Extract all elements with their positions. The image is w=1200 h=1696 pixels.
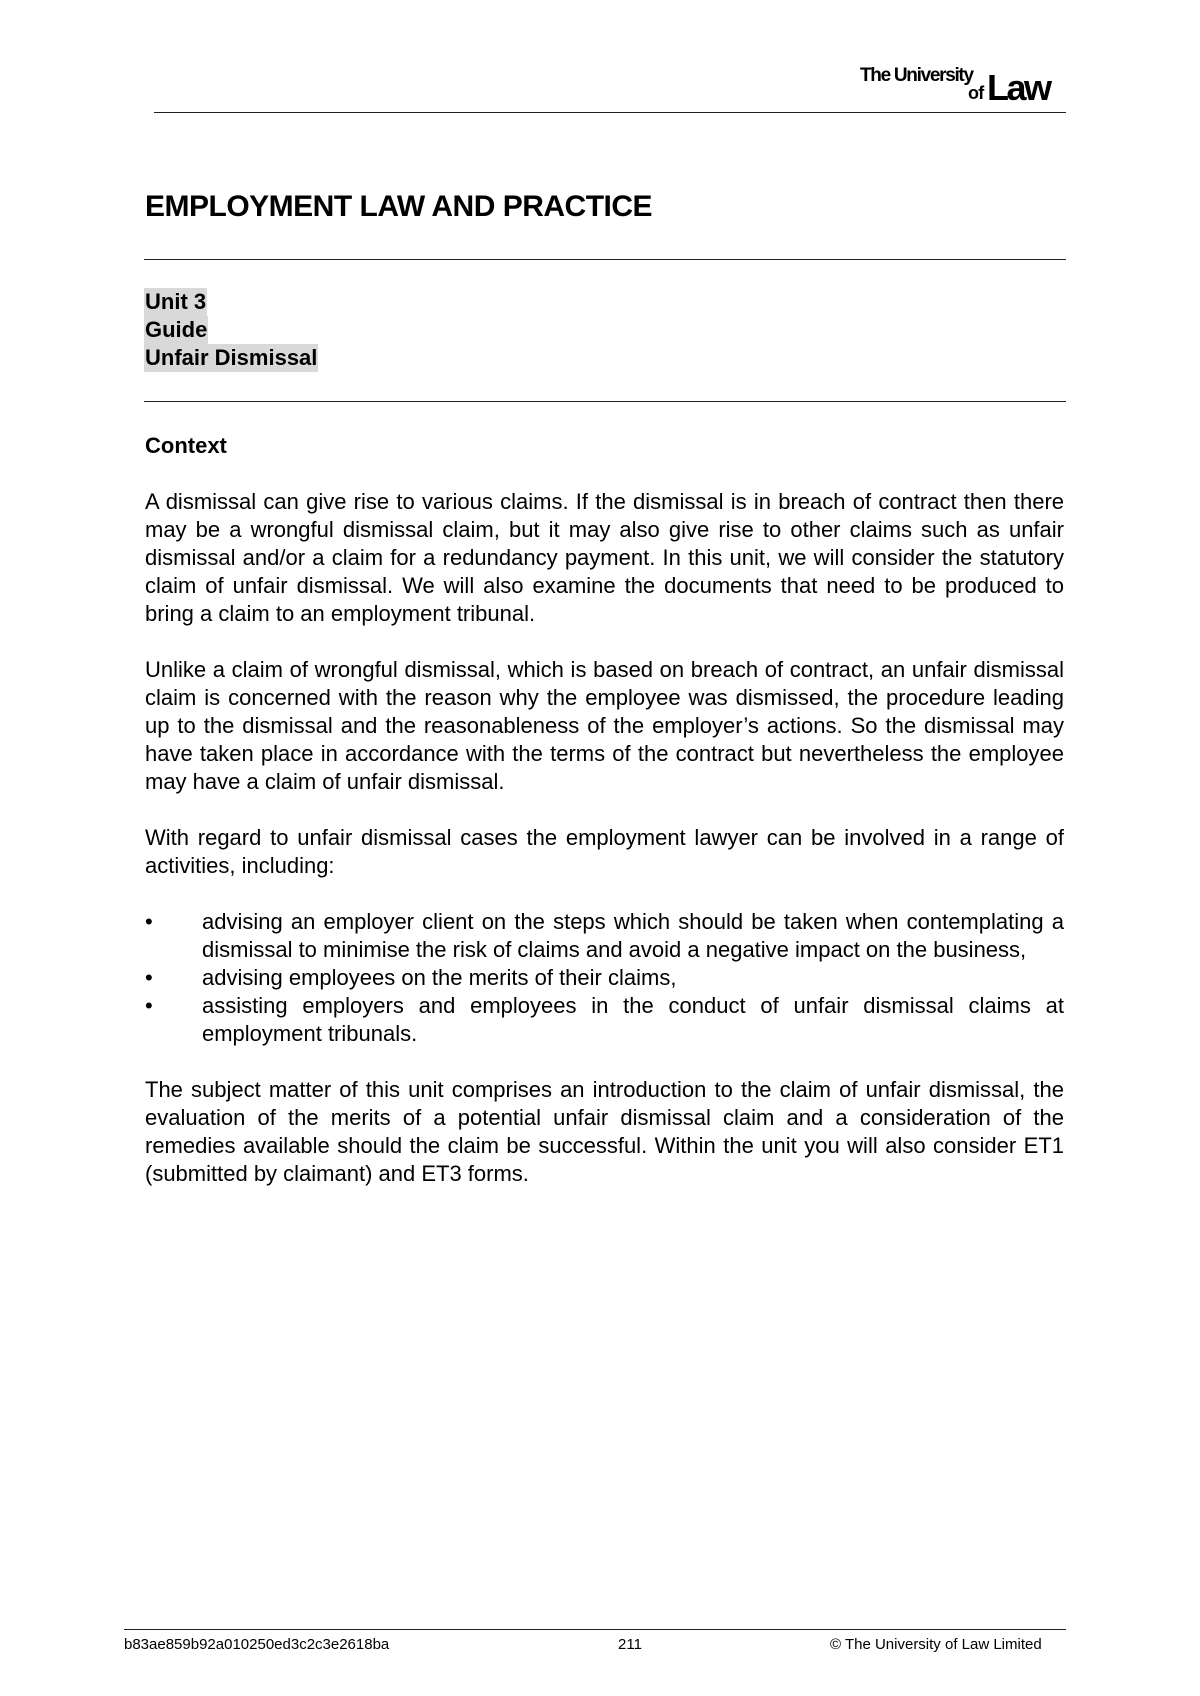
unit-divider: [144, 401, 1066, 402]
unit-number: Unit 3: [145, 289, 207, 314]
unit-info: [144, 288, 318, 372]
footer-page-number: 211: [618, 1636, 642, 1653]
university-logo: [860, 66, 1068, 106]
bullet-icon: •: [145, 993, 153, 1018]
logo-of: of: [968, 83, 984, 103]
page-title: EMPLOYMENT LAW AND PRACTICE: [145, 190, 653, 223]
context-paragraph-2: Unlike a claim of wrongful dismissal, which is based on breach of contract, an unfair dismissal claim is concerned with the reason why the employee was dismissed, the procedure leading up to the dismissal and the reasonableness of the employer’s actions. So the dismissal may have taken place in accordance with the terms of the contract but nevertheless the employee may have a claim of unfair dismissal.: [145, 657, 1064, 794]
unit-name: Unfair Dismissal: [145, 345, 318, 370]
footer-divider: [124, 1629, 1066, 1630]
title-divider: [144, 259, 1066, 260]
list-item-text: assisting employers and employees in the conduct of unfair dismissal claims at employment tribunals.: [202, 993, 1064, 1046]
unit-type: Guide: [145, 317, 208, 342]
footer-copyright: © The University of Law Limited: [830, 1636, 1042, 1653]
logo-law: Law: [987, 67, 1050, 108]
bullet-icon: •: [145, 965, 153, 990]
list-item: [145, 908, 1064, 964]
bullet-icon: •: [145, 909, 153, 934]
list-item: [145, 964, 1064, 992]
activities-list: [145, 908, 1064, 1048]
context-paragraph-4: The subject matter of this unit comprises an introduction to the claim of unfair dismissal, the evaluation of the merits of a potential unfair dismissal claim and a consideration of the remedies available should the claim be successful. Within the unit you will also consider ET1 (submitted by claimant) and ET3 forms.: [145, 1077, 1064, 1186]
context-paragraph-3: With regard to unfair dismissal cases the employment lawyer can be involved in a range of activities, including:: [145, 825, 1064, 878]
context-heading: Context: [145, 433, 227, 458]
context-paragraph-1: A dismissal can give rise to various claims. If the dismissal is in breach of contract then there may be a wrongful dismissal claim, but it may also give rise to other claims such as unfair dismissal and/or a claim for a redundancy payment. In this unit, we will consider the statutory claim of unfair dismissal. We will also examine the documents that need to be produced to bring a claim to an employment tribunal.: [145, 489, 1064, 626]
context-body: [145, 488, 1064, 1216]
footer-doc-id: b83ae859b92a010250ed3c2c3e2618ba: [124, 1636, 390, 1653]
list-item-text: advising employees on the merits of their claims,: [202, 965, 677, 990]
header-divider: [154, 112, 1066, 113]
list-item-text: advising an employer client on the steps which should be taken when contemplating a dismissal to minimise the risk of claims and avoid a negative impact on the business,: [202, 909, 1064, 962]
list-item: [145, 992, 1064, 1048]
logo-line-university: The University: [860, 65, 973, 86]
